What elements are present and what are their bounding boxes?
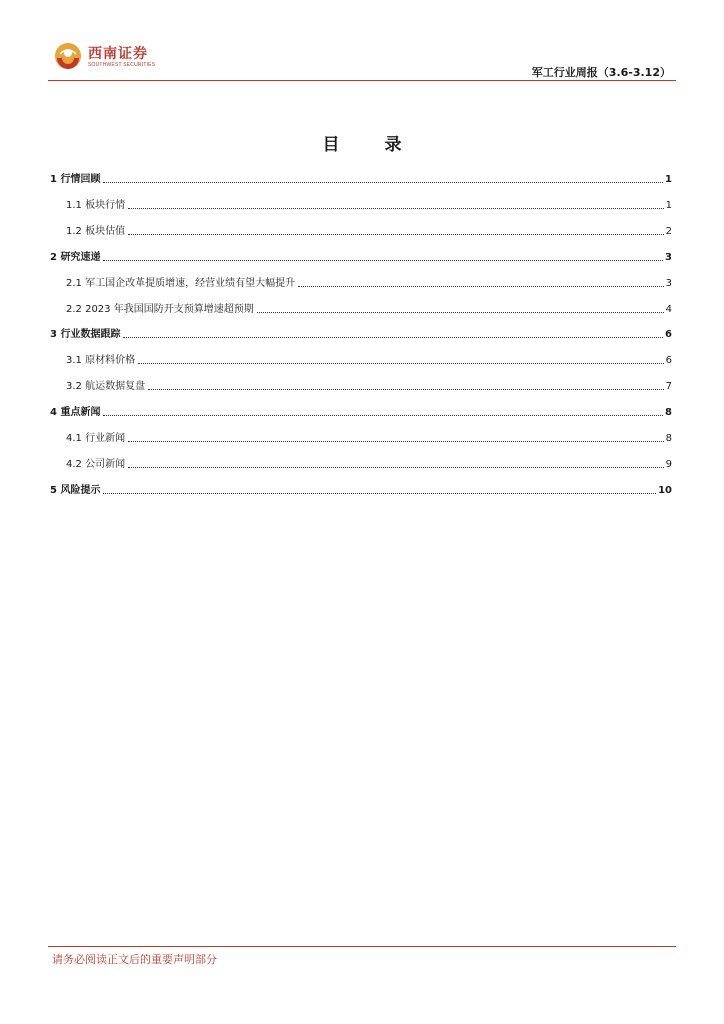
toc-entry-page: 7 — [665, 381, 672, 393]
toc-entry-label: 1.1 板块行情 — [66, 199, 126, 211]
toc-entry[interactable] — [50, 250, 672, 264]
toc-dot-leader — [103, 493, 656, 494]
toc-entry-page: 3 — [665, 251, 672, 263]
header-divider — [48, 80, 676, 81]
toc-entry-page: 10 — [658, 484, 672, 496]
footer-divider — [48, 946, 676, 947]
report-title: 军工行业周报（3.6-3.12） — [531, 66, 671, 79]
toc-dot-leader — [128, 441, 664, 442]
logo-english-name: SOUTHWEST SECURITIES — [88, 62, 156, 68]
toc-entry[interactable] — [50, 353, 672, 367]
toc-entry-label: 2.2 2023 年我国国防开支预算增速超预期 — [66, 303, 254, 315]
toc-entry-page: 1 — [665, 199, 672, 211]
toc-heading: 目 录 — [322, 135, 416, 155]
company-logo — [54, 42, 174, 74]
toc-entry[interactable] — [50, 224, 672, 238]
toc-entry-label: 5 风险提示 — [50, 484, 101, 496]
toc-entry-label: 2 研究速递 — [50, 251, 101, 263]
toc-entry-page: 1 — [665, 174, 672, 185]
toc-entry-label: 2.1 军工国企改革提质增速，经营业绩有望大幅提升 — [66, 277, 296, 289]
toc-entry-page: 8 — [665, 433, 672, 444]
toc-entry-page: 3 — [665, 277, 672, 289]
disclaimer-notice: 请务必阅读正文后的重要声明部分 — [52, 953, 217, 966]
toc-entry-label: 4 重点新闻 — [50, 407, 101, 419]
toc-entry[interactable] — [50, 379, 672, 393]
toc-dot-leader — [128, 234, 664, 235]
toc-entry-label: 3.1 原材料价格 — [66, 355, 136, 367]
logo-chinese-name: 西南证券 — [88, 46, 148, 62]
page-header — [50, 38, 675, 82]
toc-entry[interactable] — [50, 405, 672, 419]
toc-entry[interactable] — [50, 198, 672, 212]
toc-dot-leader — [103, 260, 663, 261]
toc-dot-leader — [103, 415, 663, 416]
toc-entry-label: 3.2 航运数据复盘 — [66, 381, 146, 393]
southwest-securities-logo-icon — [54, 42, 82, 70]
toc-entry-page: 9 — [665, 458, 672, 470]
toc-entry[interactable] — [50, 483, 672, 497]
toc-entry[interactable] — [50, 457, 672, 471]
toc-entry[interactable] — [50, 327, 672, 341]
toc-entry-label: 1.2 板块估值 — [66, 225, 126, 237]
toc-entry-page: 6 — [665, 329, 672, 341]
toc-dot-leader — [128, 467, 664, 468]
toc-entry-label: 4.2 公司新闻 — [66, 458, 126, 470]
toc-dot-leader — [103, 182, 663, 183]
toc-entry-page: 4 — [665, 303, 672, 315]
toc-entry-label: 1 行情回顾 — [50, 174, 101, 185]
toc-dot-leader — [298, 286, 664, 287]
toc-dot-leader — [123, 337, 663, 338]
toc-entry-page: 6 — [665, 355, 672, 367]
toc-entry-label: 3 行业数据跟踪 — [50, 329, 121, 341]
toc-entry-page: 8 — [665, 407, 672, 419]
toc-entry[interactable] — [50, 302, 672, 316]
toc-entry-page: 2 — [665, 225, 672, 237]
toc-dot-leader — [138, 363, 664, 364]
toc-dot-leader — [257, 312, 664, 313]
toc-entry-label: 4.1 行业新闻 — [66, 433, 126, 444]
toc-dot-leader — [148, 389, 664, 390]
toc-entry[interactable] — [50, 431, 672, 445]
toc-dot-leader — [128, 208, 664, 209]
toc-entry[interactable] — [50, 172, 672, 186]
toc-entry[interactable] — [50, 276, 672, 290]
